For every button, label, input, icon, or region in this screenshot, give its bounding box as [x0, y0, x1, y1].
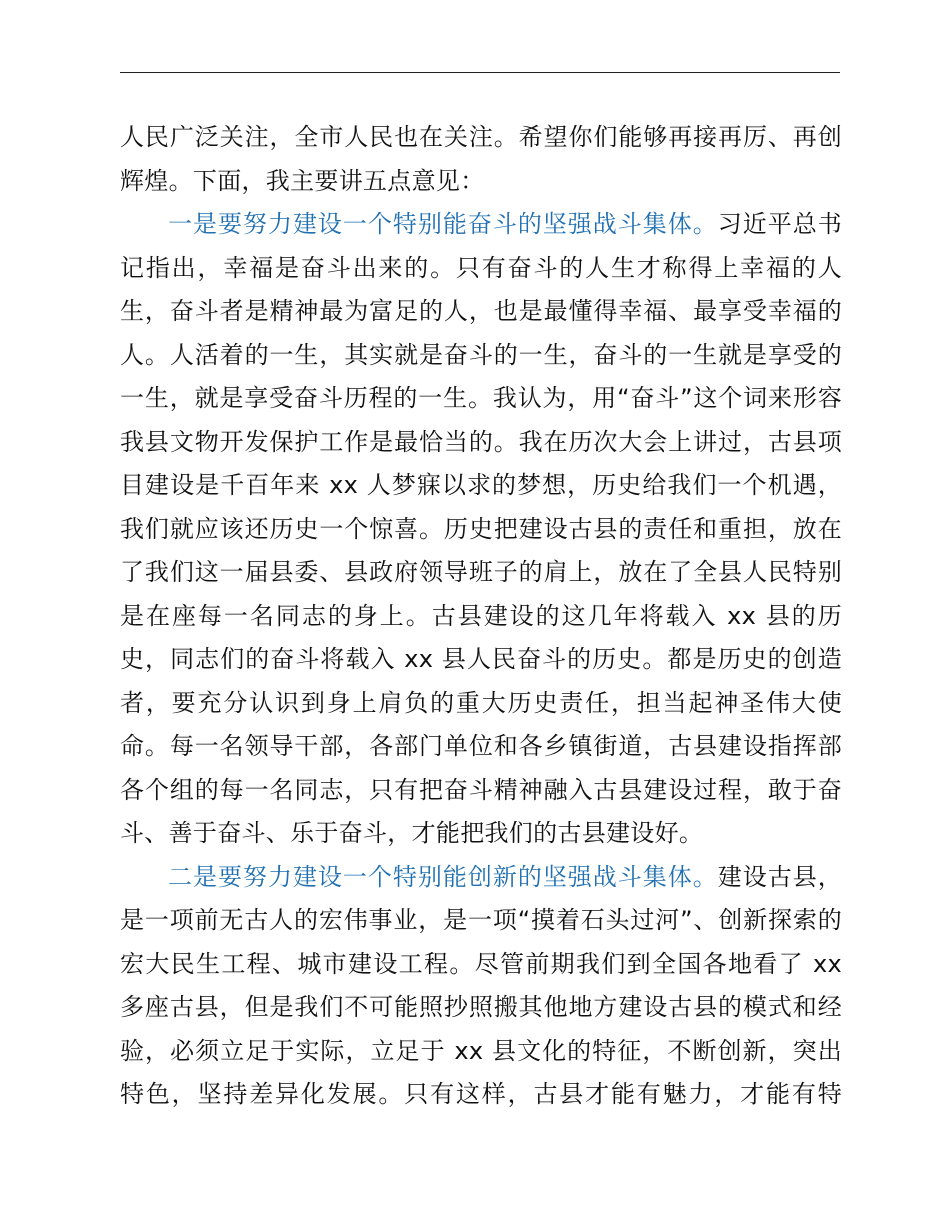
text-line: 特色，坚持差异化发展。只有这样，古县才能有魅力，才能有特	[120, 1080, 842, 1108]
document-body	[120, 116, 842, 1117]
text-line: 斗、善于奋斗、乐于奋斗，才能把我们的古县建设好。	[120, 819, 704, 847]
text-line: 多座古县，但是我们不可能照抄照搬其他地方建设古县的模式和经	[120, 993, 842, 1021]
text-fragment: 建设古县，	[717, 862, 842, 891]
text-line: 验，必须立足于实际，立足于 xx 县文化的特征，不断创新，突出	[120, 1036, 842, 1065]
text-line: 是在座每一名同志的身上。古县建设的这几年将载入 xx 县的历	[120, 601, 842, 630]
section-heading-2: 二是要努力建设一个特别能创新的坚强战斗集体。	[168, 862, 718, 891]
header-rule	[120, 72, 840, 73]
section-heading-1: 一是要努力建设一个特别能奋斗的坚强战斗集体。	[168, 210, 718, 238]
text-line: 史，同志们的奋斗将载入 xx 县人民奋斗的历史。都是历史的创造	[120, 645, 842, 673]
text-line: 是一项前无古人的宏伟事业，是一项“摸着石头过河”、创新探索的	[120, 906, 842, 934]
text-line: 我们就应该还历史一个惊喜。历史把建设古县的责任和重担，放在	[120, 514, 842, 543]
text-line: 宏大民生工程、城市建设工程。尽管前期我们到全国各地看了 xx	[120, 949, 842, 978]
text-fragment: 习近平总书	[717, 210, 842, 238]
section-heading-line	[120, 856, 842, 900]
section-heading-line	[120, 203, 842, 247]
text-line: 命。每一名领导干部，各部门单位和各乡镇街道，古县建设指挥部	[120, 732, 842, 760]
text-line: 各个组的每一名同志，只有把奋斗精神融入古县建设过程，敢于奋	[120, 775, 842, 804]
text-line: 者，要充分认识到身上肩负的重大历史责任，担当起神圣伟大使	[120, 688, 842, 717]
text-line: 人。人活着的一生，其实就是奋斗的一生，奋斗的一生就是享受的	[120, 340, 842, 369]
text-line: 辉煌。下面，我主要讲五点意见：	[120, 166, 485, 195]
text-line: 人民广泛关注，全市人民也在关注。希望你们能够再接再厉、再创	[120, 123, 842, 151]
text-line: 记指出，幸福是奋斗出来的。只有奋斗的人生才称得上幸福的人	[120, 253, 842, 282]
text-line: 一生，就是享受奋斗历程的一生。我认为，用“奋斗”这个词来形容	[120, 384, 842, 412]
text-line: 目建设是千百年来 xx 人梦寐以求的梦想，历史给我们一个机遇，	[120, 471, 842, 499]
text-line: 了我们这一届县委、县政府领导班子的肩上，放在了全县人民特别	[120, 558, 842, 586]
text-line: 生，奋斗者是精神最为富足的人，也是最懂得幸福、最享受幸福的	[120, 297, 842, 325]
text-line: 我县文物开发保护工作是最恰当的。我在历次大会上讲过，古县项	[120, 427, 842, 456]
